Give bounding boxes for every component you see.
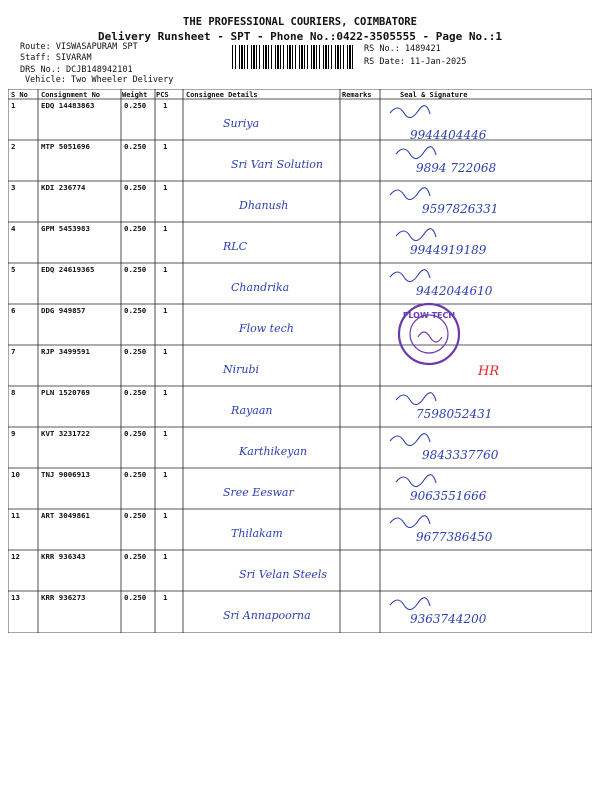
row-consignee-handwritten: Sri Vari Solution <box>231 158 323 171</box>
row-consignee-handwritten: Nirubi <box>223 363 260 376</box>
row-sno: 7 <box>11 347 16 356</box>
row-consignee-handwritten: Sri Annapoorna <box>223 609 311 622</box>
row-weight: 0.250 <box>124 470 147 479</box>
row-consignee-handwritten: Flow tech <box>239 322 294 335</box>
col-sno-header: S No <box>11 91 28 99</box>
row-pcs: 1 <box>163 470 168 479</box>
row-pcs: 1 <box>163 142 168 151</box>
row-weight: 0.250 <box>124 511 147 520</box>
row-sno: 4 <box>11 224 16 233</box>
row-weight: 0.250 <box>124 552 147 561</box>
row-signature-handwritten: 7598052431 <box>416 407 493 421</box>
row-consignment: PLN 1520769 <box>41 388 90 397</box>
staff-label: Staff: SIVARAM <box>20 53 92 63</box>
row-weight: 0.250 <box>124 306 147 315</box>
row-pcs: 1 <box>163 388 168 397</box>
row-consignee-handwritten: Sri Velan Steels <box>239 568 328 581</box>
company-title: THE PROFESSIONAL COURIERS, COIMBATORE <box>183 16 417 28</box>
row-sno: 6 <box>11 306 16 315</box>
signature-scribble <box>396 229 436 241</box>
row-pcs: 1 <box>163 265 168 274</box>
sheet-title: Delivery Runsheet - SPT - Phone No.:0422-3505555 - Page No.:1 <box>98 30 502 43</box>
row-sno: 5 <box>11 265 16 274</box>
row-sno: 9 <box>11 429 16 438</box>
row-pcs: 1 <box>163 593 168 602</box>
row-consignee-handwritten: Dhanush <box>239 199 289 212</box>
row-consignee-handwritten: Thilakam <box>231 527 283 540</box>
row-pcs: 1 <box>163 224 168 233</box>
row-signature-handwritten: 9894 722068 <box>416 161 497 175</box>
row-signature-handwritten: 9843337760 <box>422 448 499 462</box>
row-signature-handwritten: 9944919189 <box>410 243 487 257</box>
hr-mark: HR <box>478 364 500 379</box>
row-consignment: EDQ 24619365 <box>41 265 95 274</box>
signature-scribble <box>390 106 430 118</box>
row-weight: 0.250 <box>124 142 147 151</box>
col-consignment-header: Consignment No <box>41 91 101 99</box>
row-sno: 11 <box>11 511 20 520</box>
row-pcs: 1 <box>163 306 168 315</box>
row-consignment: KDI 236774 <box>41 183 86 192</box>
row-consignee-handwritten: Rayaan <box>231 404 273 417</box>
row-consignment: GPM 5453983 <box>41 224 90 233</box>
row-consignment: TNJ 9006913 <box>41 470 90 479</box>
row-weight: 0.250 <box>124 429 147 438</box>
company-seal-stamp <box>399 304 459 364</box>
col-weight-header: Weight <box>122 91 148 99</box>
row-sno: 12 <box>11 552 20 561</box>
row-signature-handwritten: 9063551666 <box>410 489 487 503</box>
row-pcs: 1 <box>163 429 168 438</box>
row-sno: 3 <box>11 183 16 192</box>
row-weight: 0.250 <box>124 101 147 110</box>
row-consignee-handwritten: RLC <box>223 240 248 253</box>
signature-scribble <box>390 434 430 446</box>
row-sno: 13 <box>11 593 20 602</box>
col-pcs-header: PCS <box>156 91 169 99</box>
route-label: Route: VISWASAPURAM SPT <box>20 42 138 52</box>
row-consignment: KRR 936343 <box>41 552 86 561</box>
row-weight: 0.250 <box>124 265 147 274</box>
col-consignee-header: Consignee Details <box>186 91 258 99</box>
vehicle-label: Vehicle: Two Wheeler Delivery <box>25 75 174 85</box>
row-signature-handwritten: 9597826331 <box>422 202 499 216</box>
row-weight: 0.250 <box>124 388 147 397</box>
seal-text: FLOW TECH <box>402 311 456 320</box>
row-consignment: ART 3049861 <box>41 511 90 520</box>
signature-scribble <box>390 188 430 200</box>
runsheet-table <box>8 89 592 633</box>
row-consignment: EDQ 14483863 <box>41 101 95 110</box>
row-pcs: 1 <box>163 511 168 520</box>
row-consignment: DDG 949857 <box>41 306 86 315</box>
col-signature-header: Seal & Signature <box>400 91 468 99</box>
row-signature-handwritten: 9677386450 <box>416 530 493 544</box>
row-consignee-handwritten: Sree Eeswar <box>223 486 294 499</box>
col-remarks-header: Remarks <box>342 91 372 99</box>
signature-scribble <box>390 270 430 282</box>
row-signature-handwritten: 9363744200 <box>410 612 487 626</box>
row-sno: 1 <box>11 101 16 110</box>
row-pcs: 1 <box>163 347 168 356</box>
row-signature-handwritten: 9944404446 <box>410 128 487 142</box>
row-consignment: RJP 3499591 <box>41 347 90 356</box>
rs-number: RS No.: 1489421 <box>364 44 441 54</box>
row-signature-handwritten: 9442044610 <box>416 284 493 298</box>
signature-scribble <box>396 147 436 159</box>
row-consignment: MTP 5051696 <box>41 142 90 151</box>
row-sno: 10 <box>11 470 20 479</box>
row-consignee-handwritten: Chandrika <box>231 281 290 294</box>
row-consignment: KVT 3231722 <box>41 429 90 438</box>
row-pcs: 1 <box>163 183 168 192</box>
row-consignee-handwritten: Karthikeyan <box>239 445 308 458</box>
row-sno: 8 <box>11 388 16 397</box>
barcode-image <box>232 45 356 69</box>
row-weight: 0.250 <box>124 593 147 602</box>
rs-date: RS Date: 11-Jan-2025 <box>364 57 467 67</box>
drs-number: DRS No.: DCJB148942101 <box>20 65 133 75</box>
row-consignee-handwritten: Suriya <box>223 117 260 130</box>
row-pcs: 1 <box>163 552 168 561</box>
row-weight: 0.250 <box>124 347 147 356</box>
signature-scribble <box>396 393 436 405</box>
signature-scribble <box>390 516 430 528</box>
signature-scribble <box>396 475 436 487</box>
row-weight: 0.250 <box>124 183 147 192</box>
row-pcs: 1 <box>163 101 168 110</box>
row-consignment: KRR 936273 <box>41 593 86 602</box>
row-weight: 0.250 <box>124 224 147 233</box>
row-sno: 2 <box>11 142 16 151</box>
signature-scribble <box>390 598 430 610</box>
